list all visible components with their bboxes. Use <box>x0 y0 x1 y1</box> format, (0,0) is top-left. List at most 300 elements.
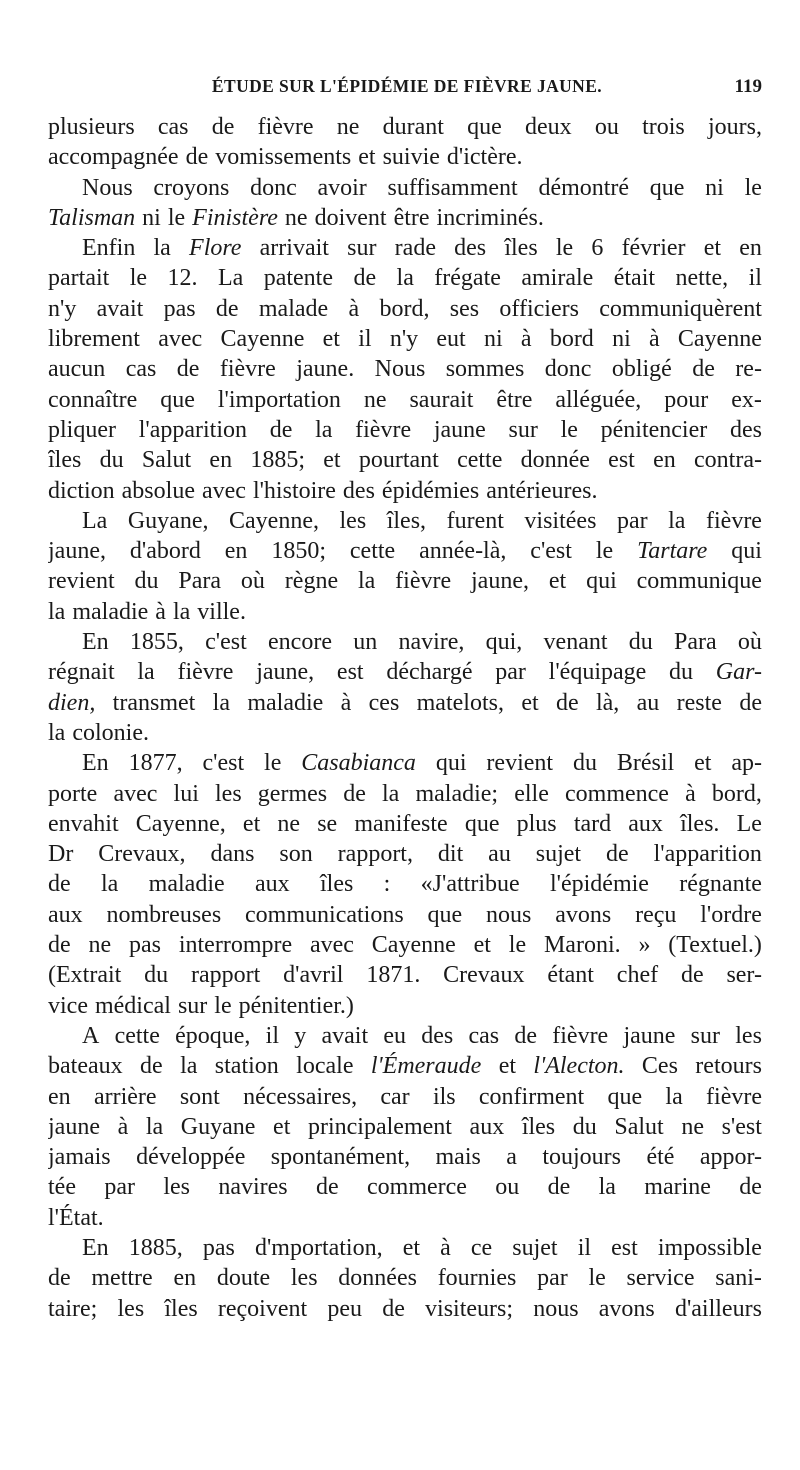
text-line <box>48 445 762 475</box>
text-line <box>48 536 762 566</box>
word: ser- <box>726 962 762 989</box>
word: cette <box>114 1022 160 1049</box>
word: La <box>217 265 244 292</box>
text-line <box>48 294 762 324</box>
word: ne <box>284 204 308 231</box>
word: ne <box>88 932 112 959</box>
word: durant <box>382 114 444 140</box>
word: démontré <box>538 174 630 201</box>
word: librement <box>48 326 140 353</box>
word: : <box>383 871 391 898</box>
word: que <box>607 1083 643 1110</box>
word: reste <box>676 689 722 716</box>
word: des <box>729 416 762 443</box>
word: que <box>649 174 685 201</box>
word: diction <box>48 477 115 504</box>
text-line <box>48 1294 762 1324</box>
word: ne <box>277 810 301 837</box>
word: le <box>214 992 232 1019</box>
text-line <box>48 506 762 536</box>
word: de <box>555 689 579 716</box>
word: ne <box>363 386 387 413</box>
word: Salut <box>614 1113 664 1140</box>
word: fièvre <box>552 1022 609 1049</box>
word: ville. <box>197 598 246 625</box>
word: donnée <box>520 447 590 474</box>
word: le <box>555 235 574 262</box>
word: de <box>382 1295 405 1322</box>
text-line <box>48 1233 762 1263</box>
word: fièvre <box>219 356 276 383</box>
word: nous <box>533 1295 579 1322</box>
word: la <box>101 871 119 898</box>
word: sani- <box>715 1265 762 1292</box>
word: ne <box>336 114 360 140</box>
word: trois <box>642 114 685 140</box>
word: à <box>520 326 532 353</box>
word: jaune, <box>48 538 106 565</box>
word: doute <box>216 1265 271 1292</box>
word: Le <box>736 810 762 837</box>
word: venant <box>543 629 608 656</box>
text-line <box>48 385 762 415</box>
word: Nous <box>374 356 426 383</box>
word: Maroni. <box>543 932 621 959</box>
word: le <box>264 750 282 777</box>
word: revient <box>486 750 554 777</box>
word: encore <box>268 629 332 656</box>
word: ils <box>432 1083 456 1110</box>
word: maladie; <box>415 780 499 807</box>
word: être <box>496 386 533 413</box>
word: aux <box>48 901 83 928</box>
word: fournies <box>437 1265 517 1292</box>
word: La <box>82 507 108 534</box>
word: le <box>508 932 527 959</box>
word: fièvre <box>706 1083 762 1110</box>
word: il <box>265 1022 279 1049</box>
word: donc <box>250 174 297 201</box>
word: un <box>353 629 378 656</box>
word: est <box>336 659 364 686</box>
word: y <box>294 1022 307 1049</box>
word: En <box>82 1234 109 1261</box>
word: spontanément, <box>270 1144 411 1171</box>
word: alléguée, <box>555 386 642 413</box>
text-line <box>48 1142 762 1172</box>
word: où <box>240 568 265 595</box>
word: de <box>343 780 366 807</box>
word: Flore <box>189 235 242 262</box>
word: la <box>665 1083 683 1110</box>
text-line <box>48 1021 762 1051</box>
word: épidémies <box>381 477 480 504</box>
word: l'histoire <box>252 477 336 504</box>
word: il <box>577 1234 592 1261</box>
text-line <box>48 112 762 142</box>
word: du <box>572 750 597 777</box>
word: en <box>739 235 762 262</box>
text-line <box>48 688 762 718</box>
text-line <box>48 1051 762 1081</box>
word: se <box>317 810 338 837</box>
word: absolue <box>121 477 195 504</box>
word: qui <box>586 568 617 595</box>
word: ni <box>142 204 161 231</box>
word: arrivait <box>259 235 329 262</box>
word: Para <box>674 629 717 656</box>
word: Guyane <box>180 1113 256 1140</box>
word: ni <box>705 174 724 201</box>
word: avec <box>113 780 158 807</box>
word: la <box>396 265 414 292</box>
word: ni <box>483 326 503 353</box>
word: à <box>440 1234 451 1261</box>
word: Gar- <box>715 659 762 686</box>
word: la <box>153 235 171 262</box>
text-line <box>48 142 762 172</box>
word: ce <box>470 1234 493 1261</box>
word: sur <box>177 992 208 1019</box>
text-line <box>48 415 762 445</box>
running-title: ÉTUDE SUR L'ÉPIDÉMIE DE FIÈVRE JAUNE. <box>211 76 603 96</box>
word: » <box>638 932 651 959</box>
word: le <box>744 174 762 201</box>
word: de <box>692 356 715 383</box>
word: dien, <box>48 689 96 716</box>
word: la <box>315 416 333 443</box>
word: par <box>495 659 526 686</box>
text-line <box>48 173 762 203</box>
word: la <box>48 598 66 625</box>
word: et <box>703 235 722 262</box>
word: donc <box>544 356 592 383</box>
word: du <box>99 447 124 474</box>
word: envahit <box>48 810 119 837</box>
word: communiquèrent <box>599 295 762 322</box>
word: incriminés. <box>436 204 544 231</box>
word: commence <box>565 780 669 807</box>
word: vice <box>48 992 88 1019</box>
word: nous <box>486 901 532 928</box>
word: mettre <box>91 1265 153 1292</box>
word: bord, <box>379 295 430 322</box>
word: nécessaires, <box>243 1083 358 1110</box>
word: suffisamment <box>387 174 518 201</box>
text-line <box>48 1203 762 1233</box>
word: accompagnée <box>48 144 179 171</box>
word: station <box>214 1053 279 1080</box>
word: régnante <box>679 871 762 898</box>
word: où <box>737 629 762 656</box>
word: la <box>357 568 376 595</box>
text-line <box>48 991 762 1021</box>
word: aucun <box>48 356 106 383</box>
word: est <box>608 447 635 474</box>
text-line <box>48 779 762 809</box>
word: dit <box>437 841 464 868</box>
word: îles. <box>680 810 720 837</box>
word: du <box>134 568 159 595</box>
text-line <box>48 263 762 293</box>
word: c'est <box>205 629 247 656</box>
word: Nous <box>82 174 133 201</box>
word: reçu <box>635 901 677 928</box>
word: pas <box>129 932 161 959</box>
word: de <box>185 144 209 171</box>
word: les <box>339 507 367 534</box>
word: nette, <box>675 265 729 292</box>
word: en <box>209 447 233 474</box>
word: fièvre <box>706 507 762 534</box>
word: l'apparition <box>653 841 762 868</box>
text-line <box>48 566 762 596</box>
word: Tartare <box>637 538 708 565</box>
word: Ces <box>641 1053 678 1080</box>
word: Cayenne <box>677 326 762 353</box>
word: à <box>348 295 360 322</box>
word: et <box>694 750 712 777</box>
word: jours, <box>707 114 762 140</box>
word: manifeste <box>354 810 448 837</box>
word: à <box>648 326 660 353</box>
word: cette <box>457 447 503 474</box>
word: patente <box>263 265 333 292</box>
word: n'y <box>48 295 77 322</box>
word: service <box>626 1265 695 1292</box>
word: ex- <box>731 386 762 413</box>
word: été <box>646 1144 675 1171</box>
word: principalement <box>307 1113 452 1140</box>
word: le <box>129 265 148 292</box>
word: mais <box>435 1144 481 1171</box>
word: les <box>735 1022 762 1049</box>
word: visitées <box>524 507 597 534</box>
word: furent <box>446 507 504 534</box>
word: Dr <box>48 841 74 868</box>
text-line <box>48 718 762 748</box>
text-line <box>48 960 762 990</box>
text-line <box>48 657 762 687</box>
word: retours <box>695 1053 762 1080</box>
word: îles, <box>386 507 427 534</box>
word: d'mportation, <box>254 1234 383 1261</box>
word: A <box>82 1022 100 1049</box>
word: d'abord <box>129 538 201 565</box>
word: n'y <box>389 326 419 353</box>
word: ou <box>495 1174 520 1201</box>
text-line <box>48 900 762 930</box>
text-line <box>48 324 762 354</box>
word: 1885; <box>250 447 305 474</box>
word: navire, <box>398 629 465 656</box>
word: la <box>145 1113 164 1140</box>
text-line <box>48 1082 762 1112</box>
word: car <box>380 1083 410 1110</box>
word: ne <box>681 1113 704 1140</box>
word: îles <box>521 1113 556 1140</box>
word: Brésil <box>616 750 675 777</box>
word: et <box>498 1053 517 1080</box>
word: jaune <box>623 1022 676 1049</box>
word: sont <box>179 1083 220 1110</box>
word: au <box>636 689 660 716</box>
text-line <box>48 1112 762 1142</box>
word: amirale <box>521 265 594 292</box>
text-line <box>48 233 762 263</box>
word: maladie <box>148 871 225 898</box>
word: du <box>572 1113 597 1140</box>
word: aux <box>469 1113 505 1140</box>
word: Salut <box>141 447 192 474</box>
word: et <box>473 932 491 959</box>
word: eu <box>383 1022 406 1049</box>
word: bord, <box>711 780 762 807</box>
word: cette <box>349 538 396 565</box>
word: interrompre <box>178 932 293 959</box>
word: était <box>613 265 656 292</box>
word: ap- <box>731 750 762 777</box>
word: rade <box>394 235 436 262</box>
word: et <box>242 810 261 837</box>
word: les <box>117 1295 145 1322</box>
word: de <box>680 962 704 989</box>
word: fièvre <box>257 114 314 140</box>
word: d'avril <box>283 962 344 989</box>
word: sur <box>690 1022 721 1049</box>
word: de <box>269 416 293 443</box>
word: 1885, <box>128 1234 183 1261</box>
word: maladie <box>72 598 149 625</box>
word: pas <box>202 1234 235 1261</box>
word: en <box>173 1265 197 1292</box>
word: développée <box>136 1144 246 1171</box>
word: pliquer <box>48 416 116 443</box>
word: sujet <box>535 841 582 868</box>
word: et <box>402 1234 421 1261</box>
word: frégate <box>434 265 501 292</box>
word: re- <box>735 356 762 383</box>
word: en <box>653 447 676 474</box>
word: la <box>48 719 66 746</box>
word: de <box>48 871 71 898</box>
word: îles <box>504 235 538 262</box>
word: colonie. <box>72 719 149 746</box>
word: marine <box>644 1174 711 1201</box>
word: et <box>273 1113 291 1140</box>
word: février <box>621 235 686 262</box>
word: en <box>48 1083 71 1110</box>
word: Enfin <box>82 235 136 262</box>
word: du <box>628 629 653 656</box>
word: pas <box>163 295 196 322</box>
word: vomissements <box>215 144 352 171</box>
word: jaune <box>48 1113 100 1140</box>
word: Casabianca <box>301 750 416 777</box>
word: rapport <box>191 962 261 989</box>
word: bateaux <box>48 1053 123 1080</box>
word: chef <box>616 962 659 989</box>
word: médical <box>94 992 171 1019</box>
word: officiers <box>499 295 579 322</box>
word: l'épidémie <box>549 871 649 898</box>
word: connaître <box>48 386 138 413</box>
word: que <box>160 386 195 413</box>
word: cas <box>468 1022 500 1049</box>
word: des <box>421 1022 454 1049</box>
word: navires <box>218 1174 288 1201</box>
word: bord <box>549 326 594 353</box>
word: sur <box>347 235 377 262</box>
word: de <box>739 1174 762 1201</box>
word: de <box>140 1053 163 1080</box>
word: jaune, <box>471 568 529 595</box>
word: c'est <box>202 750 245 777</box>
word: à <box>685 780 696 807</box>
word: de <box>215 295 239 322</box>
word: avec <box>309 932 354 959</box>
word: revient <box>48 568 115 595</box>
word: communique <box>636 568 762 595</box>
word: lui <box>173 780 199 807</box>
word: tée <box>48 1174 76 1201</box>
word: que <box>464 810 500 837</box>
word: dans <box>210 841 255 868</box>
word: pénitentier.) <box>238 992 354 1019</box>
word: être <box>393 204 430 231</box>
word: au <box>488 841 511 868</box>
word: antérieures. <box>486 477 598 504</box>
word: qui, <box>485 629 523 656</box>
word: la <box>212 689 230 716</box>
word: 1855, <box>129 629 184 656</box>
word: le <box>167 204 186 231</box>
word: de <box>739 689 762 716</box>
page-number: 119 <box>734 76 762 97</box>
word: est <box>611 1234 638 1261</box>
word: Para <box>178 568 222 595</box>
word: il <box>748 265 762 292</box>
text-line <box>48 1172 762 1202</box>
word: la <box>180 1053 198 1080</box>
word: pour <box>664 386 709 413</box>
word: l'apparition <box>138 416 247 443</box>
word: de <box>48 1265 71 1292</box>
word: la <box>598 1174 616 1201</box>
word: de <box>48 932 71 959</box>
text-line <box>48 597 762 627</box>
word: matelots, <box>416 689 504 716</box>
word: arrière <box>93 1083 157 1110</box>
text-line <box>48 748 762 778</box>
word: le <box>588 1265 606 1292</box>
word: avoir <box>317 174 367 201</box>
word: maladie <box>247 689 324 716</box>
body-text <box>48 112 762 1324</box>
word: qui <box>731 538 762 565</box>
text-line <box>48 839 762 869</box>
word: jaune. <box>296 356 355 383</box>
word: et <box>521 689 539 716</box>
word: Cayenne, <box>229 507 319 534</box>
word: 1877, <box>128 750 183 777</box>
word: données <box>338 1265 417 1292</box>
word: et <box>358 144 376 171</box>
word: sommes <box>445 356 525 383</box>
word: saurait <box>409 386 474 413</box>
word: que <box>467 114 502 140</box>
text-line <box>48 203 762 233</box>
